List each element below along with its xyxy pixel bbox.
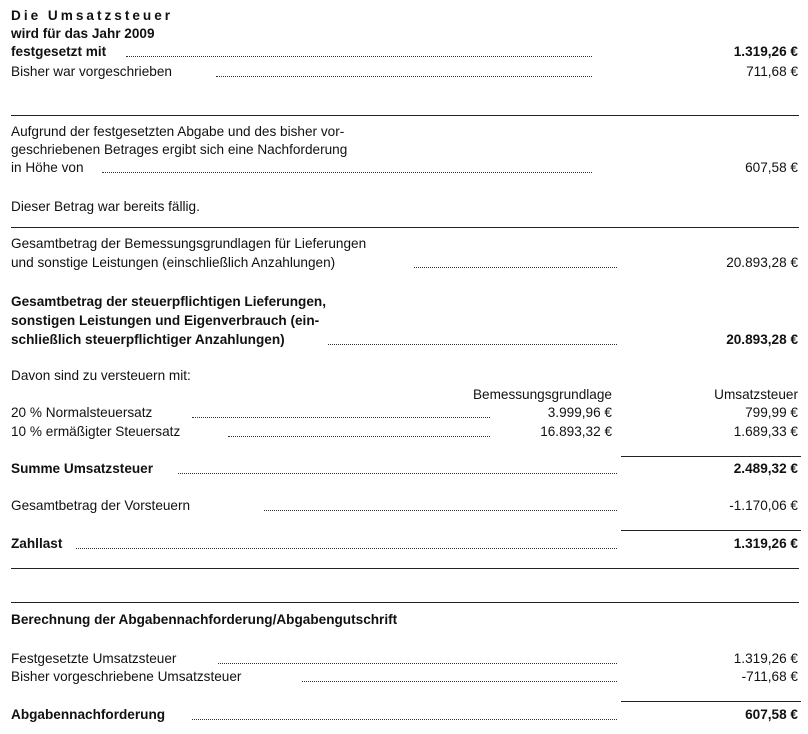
stpfl-amount: 20.893,28 € xyxy=(726,332,798,347)
bemessung-line1: Gesamtbetrag der Bemessungsgrundlagen für Lieferungen xyxy=(11,236,367,251)
rate-row-base: 16.893,32 € xyxy=(540,424,612,439)
leader-dots xyxy=(218,663,617,664)
festgesetzt-label: festgesetzt mit xyxy=(11,44,107,59)
leader-dots xyxy=(216,76,592,77)
leader-dots xyxy=(192,719,617,720)
vorsteuer-amount: -1.170,06 € xyxy=(729,498,798,513)
heading-umsatzsteuer: Die Umsatzsteuer xyxy=(11,8,174,23)
nachforderung-text-line2: geschriebenen Betrages ergibt sich eine Nachforderung xyxy=(11,142,348,157)
rate-row-tax: 1.689,33 € xyxy=(733,424,798,439)
divider xyxy=(11,602,799,603)
stpfl-line3: schließlich steuerpflichtiger Anzahlungen) xyxy=(11,332,285,347)
nachforderung-label: Abgabennachforderung xyxy=(11,707,166,722)
divider xyxy=(11,568,799,569)
berechnung-heading: Berechnung der Abgabennachforderung/Abgabengutschrift xyxy=(11,612,398,627)
rate-row-label: 10 % ermäßigter Steuersatz xyxy=(11,424,181,439)
col-header-umsatzsteuer: Umsatzsteuer xyxy=(714,387,798,402)
leader-dots xyxy=(328,344,617,345)
nachforderung-total: 607,58 € xyxy=(745,707,798,722)
divider xyxy=(11,115,799,116)
leader-dots xyxy=(76,548,617,549)
nachforderung-text-line1: Aufgrund der festgesetzten Abgabe und des bisher vor- xyxy=(11,124,345,139)
summe-amount: 2.489,32 € xyxy=(733,461,798,476)
stpfl-line1: Gesamtbetrag der steuerpflichtigen Lieferungen, xyxy=(11,294,326,309)
festgesetzt-amount: 1.319,26 € xyxy=(733,44,798,59)
leader-dots xyxy=(228,436,490,437)
subtotal-line xyxy=(621,530,801,531)
bemessung-amount: 20.893,28 € xyxy=(726,255,798,270)
bisher-ust-amount: -711,68 € xyxy=(741,669,798,684)
leader-dots xyxy=(302,681,617,682)
faellig-note: Dieser Betrag war bereits fällig. xyxy=(11,199,200,214)
subtotal-line xyxy=(621,456,801,457)
leader-dots xyxy=(192,417,490,418)
fest-amount: 1.319,26 € xyxy=(733,651,798,666)
leader-dots xyxy=(178,473,617,474)
bisher-amount: 711,68 € xyxy=(746,64,798,79)
fest-label: Festgesetzte Umsatzsteuer xyxy=(11,651,177,666)
bemessung-line2: und sonstige Leistungen (einschließlich Anzahlungen) xyxy=(11,255,336,270)
stpfl-line2: sonstigen Leistungen und Eigenverbrauch (ein- xyxy=(11,313,320,328)
davon-label: Davon sind zu versteuern mit: xyxy=(11,368,191,383)
subtotal-line xyxy=(621,701,801,702)
leader-dots xyxy=(126,56,592,57)
nachforderung-text-line3: in Höhe von xyxy=(11,160,84,175)
zahllast-amount: 1.319,26 € xyxy=(733,536,798,551)
divider xyxy=(11,227,799,228)
rate-row-label: 20 % Normalsteuersatz xyxy=(11,405,153,420)
leader-dots xyxy=(102,172,592,173)
rate-row-base: 3.999,96 € xyxy=(547,405,612,420)
vorsteuer-label: Gesamtbetrag der Vorsteuern xyxy=(11,498,191,513)
zahllast-label: Zahllast xyxy=(11,536,63,551)
leader-dots xyxy=(264,510,617,511)
nachforderung-amount: 607,58 € xyxy=(745,160,798,175)
heading-year: wird für das Jahr 2009 xyxy=(11,26,155,41)
col-header-bemessungsgrundlage: Bemessungsgrundlage xyxy=(472,387,612,402)
bisher-label: Bisher war vorgeschrieben xyxy=(11,64,172,79)
bisher-ust-label: Bisher vorgeschriebene Umsatzsteuer xyxy=(11,669,242,684)
rate-row-tax: 799,99 € xyxy=(745,405,798,420)
leader-dots xyxy=(414,267,617,268)
summe-label: Summe Umsatzsteuer xyxy=(11,461,154,476)
